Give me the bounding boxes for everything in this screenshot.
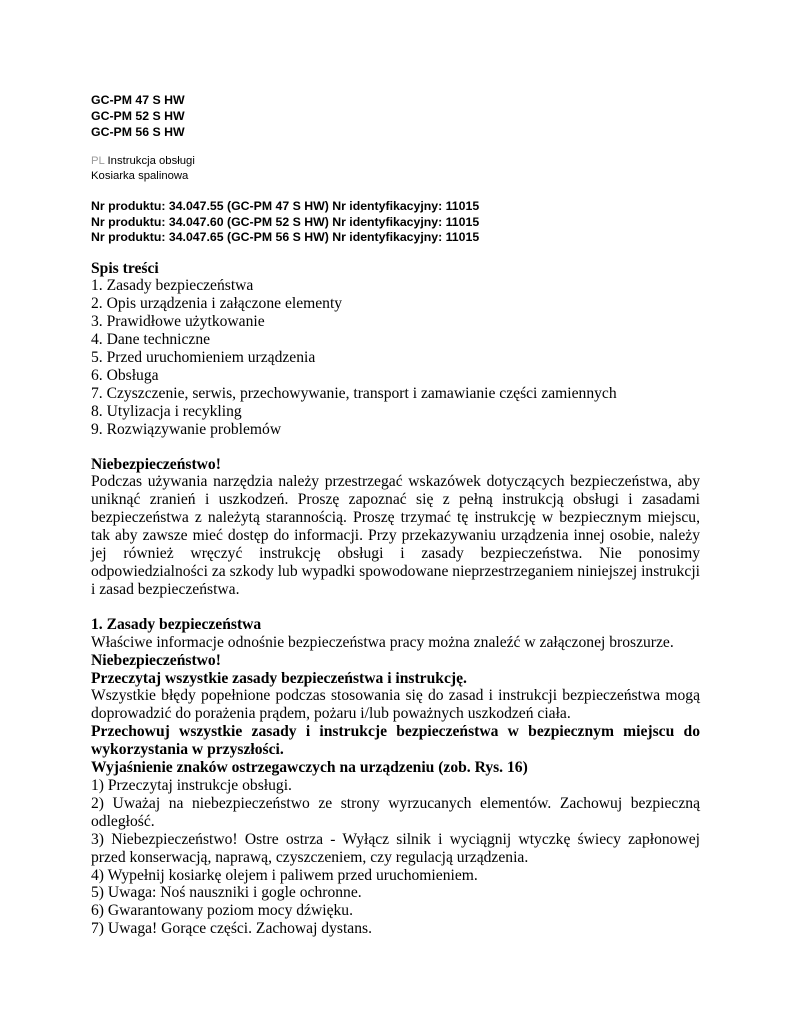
signs-heading: Wyjaśnienie znaków ostrzegawczych na urządzeniu (zob. Rys. 16) <box>91 759 528 777</box>
errors-text: Wszystkie błędy popełnione podczas stosowania się do zasad i instrukcji bezpieczeństwa mogą doprowadzić do porażenia prądem, pożaru i/lub poważnych uszkodzeń ciała. <box>91 687 700 723</box>
language-code: PL <box>91 155 105 167</box>
language-block <box>91 154 700 184</box>
toc-item: 9. Rozwiązywanie problemów <box>91 420 282 438</box>
danger-heading: Niebezpieczeństwo! <box>91 455 221 473</box>
sign-item: 3) Niebezpieczeństwo! Ostre ostrza - Wyłącz silnik i wyciągnij wtyczkę świecy zapłonowej przed konserwacją, naprawą, czyszczeniem, czy regulacją urządzenia. <box>91 830 700 866</box>
product-number-line: Nr produktu: 34.047.55 (GC-PM 47 S HW) Nr identyfikacyjny: 11015 <box>91 199 480 213</box>
sign-item: 4) Wypełnij kosiarkę olejem i paliwem przed uruchomieniem. <box>91 866 478 884</box>
toc-heading: Spis treści <box>91 259 159 277</box>
model-list <box>91 92 700 140</box>
sign-item: 5) Uwaga: Noś nauszniki i gogle ochronne. <box>91 884 362 902</box>
document-page <box>91 92 700 938</box>
toc-item: 4. Dane techniczne <box>91 331 211 349</box>
sign-item: 6) Gwarantowany poziom mocy dźwięku. <box>91 902 353 920</box>
sign-item: 2) Uważaj na niebezpieczeństwo ze strony wyrzucanych elementów. Zachowuj bezpieczną odległość. <box>91 794 700 830</box>
safety-section <box>91 616 700 938</box>
table-of-contents <box>91 260 700 439</box>
keep-notice: Przechowuj wszystkie zasady i instrukcje bezpieczeństwa w bezpiecznym miejscu do wykorzystania w przyszłości. <box>91 723 700 759</box>
toc-item: 8. Utylizacja i recykling <box>91 402 242 420</box>
toc-item: 6. Obsługa <box>91 366 159 384</box>
read-all-notice: Przeczytaj wszystkie zasady bezpieczeństwa i instrukcję. <box>91 669 467 687</box>
product-numbers <box>91 199 700 246</box>
sign-item: 1) Przeczytaj instrukcje obsługi. <box>91 776 292 794</box>
model-name: GC-PM 56 S HW <box>91 125 185 139</box>
danger-text: Podczas używania narzędzia należy przestrzegać wskazówek dotyczących bezpieczeństwa, aby uniknąć zranień i uszkodzeń. Proszę zapoznać się z pełną instrukcją obsługi i zasadami bezpieczeństwa z należytą starannością. Proszę trzymać tę instrukcję w bezpiecznym miejscu, tak aby zawsze mieć dostęp do informacji. Przy przekazywaniu urządzenia innej osobie, należy jej również wręczyć instrukcję obsługi i zasady bezpieczeństwa. Nie ponosimy odpowiedzialności za szkody lub wypadki spowodowane nieprzestrzeganiem niniejszej instrukcji i zasad bezpieczeństwa. <box>91 473 700 598</box>
sign-item: 7) Uwaga! Gorące części. Zachowaj dystans. <box>91 920 372 938</box>
toc-item: 7. Czyszczenie, serwis, przechowywanie, transport i zamawianie części zamiennych <box>91 384 617 402</box>
manual-subtitle: Kosiarka spalinowa <box>91 170 189 182</box>
toc-item: 3. Prawidłowe użytkowanie <box>91 313 265 331</box>
toc-item: 2. Opis urządzenia i załączone elementy <box>91 295 343 313</box>
model-name: GC-PM 52 S HW <box>91 109 185 123</box>
toc-item: 5. Przed uruchomieniem urządzenia <box>91 349 316 367</box>
product-number-line: Nr produktu: 34.047.60 (GC-PM 52 S HW) Nr identyfikacyjny: 11015 <box>91 214 480 229</box>
danger-section <box>91 456 700 599</box>
section-heading: 1. Zasady bezpieczeństwa <box>91 615 262 633</box>
section-intro: Właściwe informacje odnośnie bezpieczeństwa pracy można znaleźć w załączonej broszurze. <box>91 633 674 651</box>
danger-label: Niebezpieczeństwo! <box>91 651 221 669</box>
toc-item: 1. Zasady bezpieczeństwa <box>91 277 254 295</box>
model-name: GC-PM 47 S HW <box>91 93 185 107</box>
manual-title: Instrukcja obsługi <box>107 155 195 167</box>
product-number-line: Nr produktu: 34.047.65 (GC-PM 56 S HW) Nr identyfikacyjny: 11015 <box>91 230 480 244</box>
